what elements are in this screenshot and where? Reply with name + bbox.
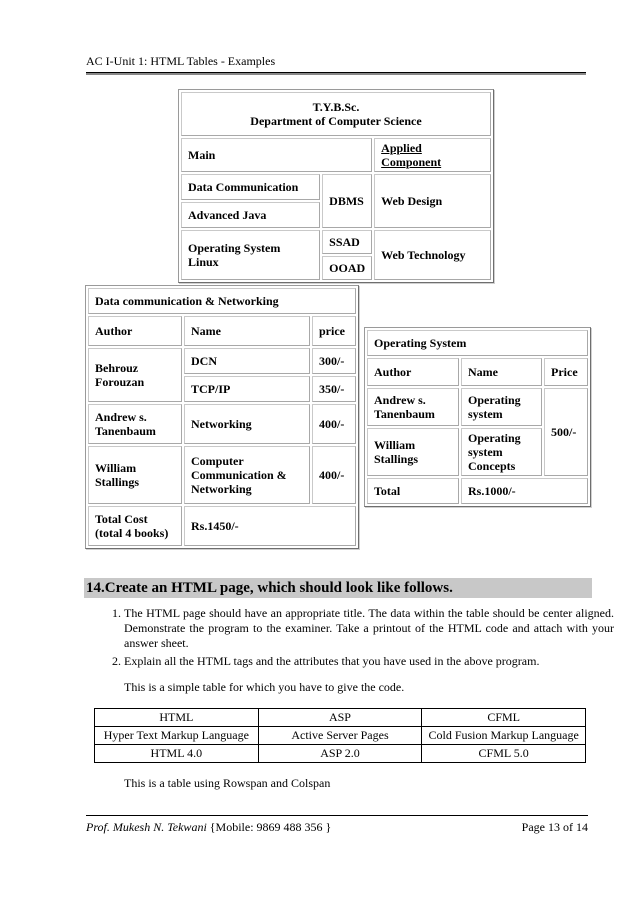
cell: Cold Fusion Markup Language: [422, 727, 586, 745]
tybsc-table: [178, 89, 494, 283]
cell: CFML 5.0: [422, 745, 586, 763]
cell: HTML 4.0: [95, 745, 259, 763]
networking-books-table: [85, 285, 359, 549]
os-books-table: [364, 327, 591, 507]
book-operating-system: Operating system: [461, 388, 542, 426]
table-row: [95, 709, 586, 727]
book-ccn: Computer Communication & Networking: [184, 446, 310, 504]
table-caption: Operating System: [367, 330, 588, 356]
cell: Hyper Text Markup Language: [95, 727, 259, 745]
page-header: AC I-Unit 1: HTML Tables - Examples: [86, 54, 586, 73]
simple-table: [94, 708, 586, 763]
section-title: 14.Create an HTML page, which should look like follows.: [84, 578, 592, 598]
subject-ssad: SSAD: [322, 230, 372, 254]
subject-web-technology: Web Technology: [374, 230, 491, 280]
cell: ASP: [258, 709, 422, 727]
book-tcpip: TCP/IP: [184, 376, 310, 402]
cell: CFML: [422, 709, 586, 727]
cell: HTML: [95, 709, 259, 727]
col-applied: Applied Component: [374, 138, 491, 172]
subject-dbms: DBMS: [322, 174, 372, 228]
table-row: [95, 727, 586, 745]
header-price: price: [312, 316, 356, 346]
book-dcn: DCN: [184, 348, 310, 374]
price-tcpip: 350/-: [312, 376, 356, 402]
rowspan-note: This is a table using Rowspan and Colspan: [124, 776, 331, 790]
cell: ASP 2.0: [258, 745, 422, 763]
total-cost-value: Rs.1450/-: [184, 506, 356, 546]
heading-class: T.Y.B.Sc.: [312, 100, 360, 114]
footer-page-number: Page 13 of 14: [521, 820, 588, 834]
header-author: Author: [88, 316, 182, 346]
subject-advanced-java: Advanced Java: [181, 202, 320, 228]
price-networking: 400/-: [312, 404, 356, 444]
subject-os-linux: Operating System Linux: [181, 230, 320, 280]
instructions-list: [100, 606, 614, 672]
heading-department: Department of Computer Science: [250, 114, 422, 128]
author-stallings: William Stallings: [367, 428, 459, 476]
footer-mobile: {Mobile: 9869 488 356 }: [209, 820, 332, 834]
header-name: Name: [461, 358, 542, 386]
page-footer: [86, 815, 588, 835]
table-heading: [181, 92, 491, 136]
table-row: [95, 745, 586, 763]
book-networking: Networking: [184, 404, 310, 444]
price-dcn: 300/-: [312, 348, 356, 374]
header-author: Author: [367, 358, 459, 386]
header-name: Name: [184, 316, 310, 346]
col-main: Main: [181, 138, 372, 172]
book-os-concepts: Operating system Concepts: [461, 428, 542, 476]
author-tanenbaum: Andrew s. Tanenbaum: [88, 404, 182, 444]
total-cost-label: Total Cost (total 4 books): [88, 506, 182, 546]
price-ccn: 400/-: [312, 446, 356, 504]
footer-author: Prof. Mukesh N. Tekwani: [86, 820, 207, 834]
table-caption: Data communication & Networking: [88, 288, 356, 314]
instruction-item: 1. The HTML page should have an appropriate title. The data within the table should be center aligned. Demonstrate the program to the examiner. Take a printout of the HTML code and attach with your answer sheet.: [124, 606, 614, 651]
subject-web-design: Web Design: [374, 174, 491, 228]
author-stallings: William Stallings: [88, 446, 182, 504]
author-tanenbaum: Andrew s. Tanenbaum: [367, 388, 459, 426]
simple-table-note: This is a simple table for which you have to give the code.: [124, 680, 405, 694]
header-price: Price: [544, 358, 588, 386]
instruction-item: 2. Explain all the HTML tags and the attributes that you have used in the above program.: [124, 654, 614, 669]
cell: Active Server Pages: [258, 727, 422, 745]
subject-data-communication: Data Communication: [181, 174, 320, 200]
total-label: Total: [367, 478, 459, 504]
author-forouzan: Behrouz Forouzan: [88, 348, 182, 402]
subject-ooad: OOAD: [322, 256, 372, 280]
total-value: Rs.1000/-: [461, 478, 588, 504]
price-value: 500/-: [544, 388, 588, 476]
